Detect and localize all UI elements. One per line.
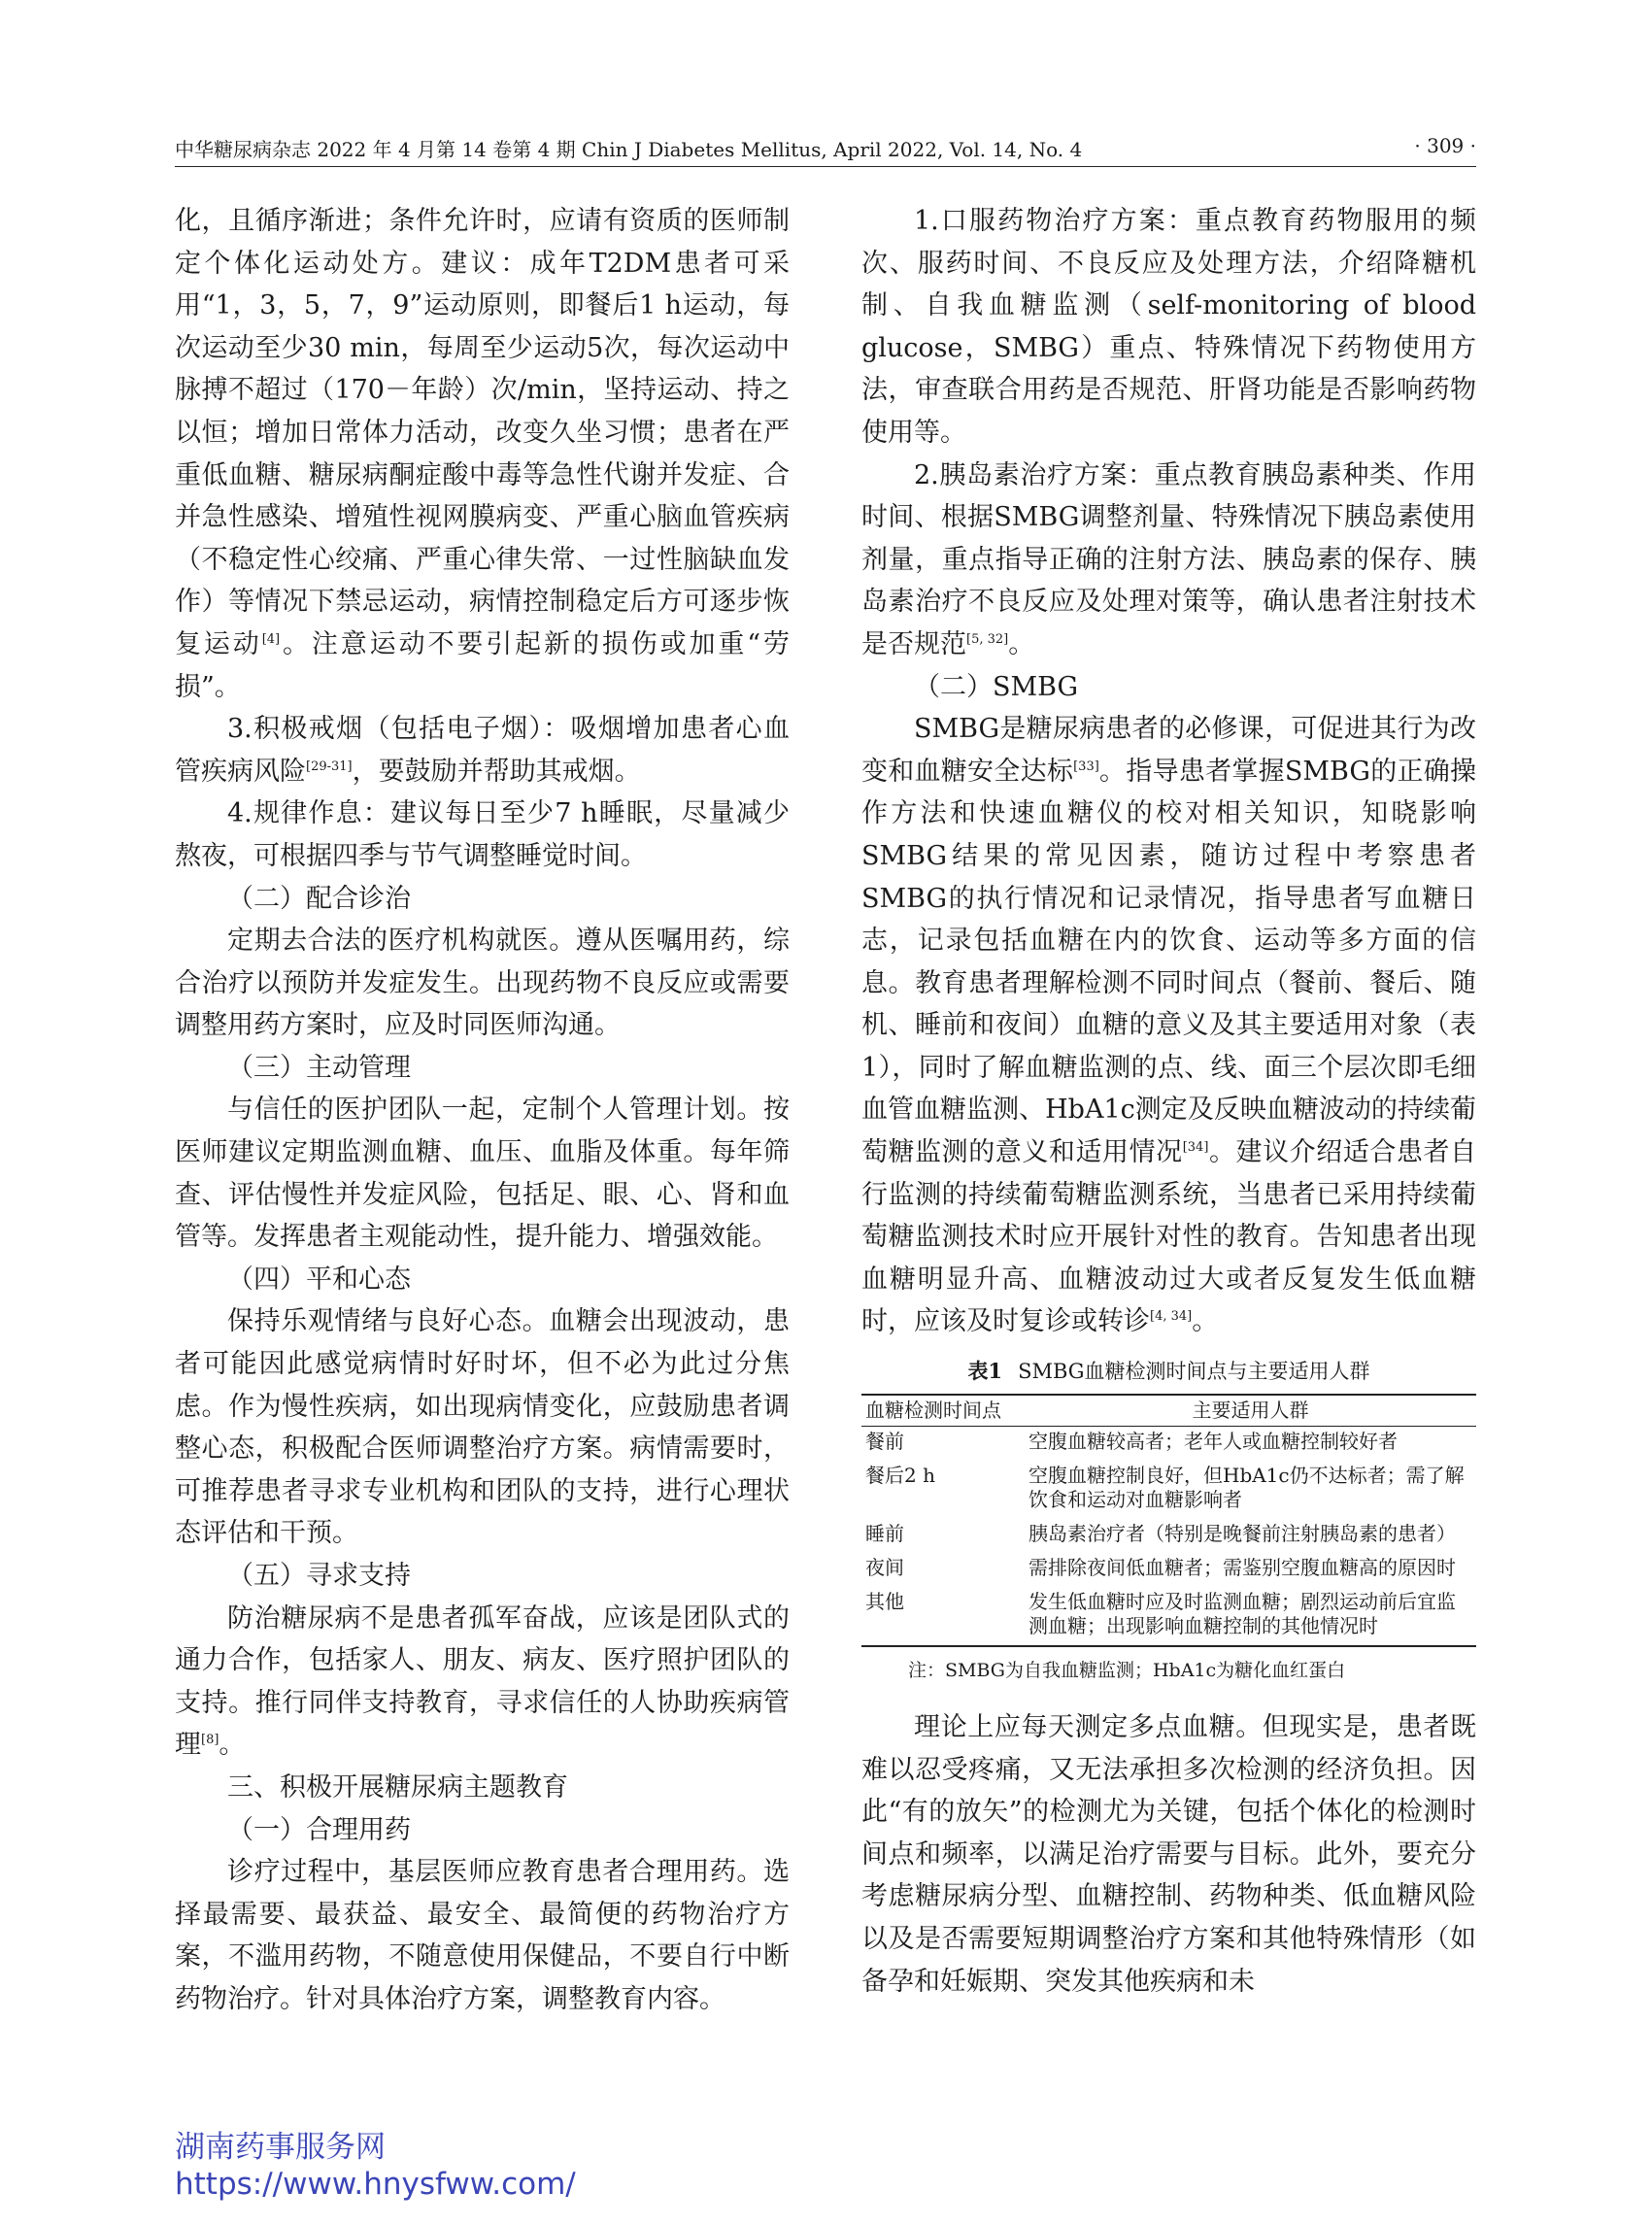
section-heading: （五）寻求支持 [227,1561,411,1591]
site-watermark[interactable] [175,2129,576,2203]
table-note: 注：SMBG为自我血糖监测；HbA1c为糖化血红蛋白 [908,1660,1346,1682]
table-header: 血糖检测时间点 [861,1395,1025,1427]
right-column [861,200,1476,2003]
paragraph: 诊疗过程中，基层医师应教育患者合理用药。选择最需要、最获益、最安全、最简便的药物治疗方案，不滥用药物，不随意使用保健品，不要自行中断药物治疗。针对具体治疗方案，调整教育内容。 [175,1857,790,2014]
table-row: 夜间 需排除夜间低血糖者；需鉴别空腹血糖高的原因时 [865,1556,1456,1580]
table-1 [861,1359,1476,1683]
table-row: 睡前 胰岛素治疗者（特别是晚餐前注射胰岛素的患者） [865,1522,1456,1546]
paragraph: 化，且循序渐进；条件允许时，应请有资质的医师制定个体化运动处方。建议：成年T2DM患者可采用“1，3，5，7，9”运动原则，即餐后1 h运动，每次运动至少30 min，每周至少运动5次，每次运动中脉搏不超过（170－年龄）次/min，坚持运动、持之以恒；增加日常体力活动，改变久坐习惯；患者在严重低血糖、糖尿病酮症酸中毒等急性代谢并发症、合并急性感染、增殖性视网膜病变、严重心脑血管疾病（不稳定性心绞痛、严重心律失常、一过性脑缺血发作）等情况下禁忌运动，病情控制稳定后方可逐步恢复运动[4]。注意运动不要引起新的损伤或加重“劳损”。 [175,206,790,702]
section-heading: （二）配合诊治 [227,883,411,914]
paragraph: 定期去合法的医疗机构就医。遵从医嘱用药，综合治疗以预防并发症发生。出现药物不良反应或需要调整用药方案时，应及时同医师沟通。 [175,926,790,1041]
paragraph: 保持乐观情绪与良好心态。血糖会出现波动，患者可能因此感觉病情时好时坏，但不必为此过分焦虑。作为慢性疾病，如出现病情变化，应鼓励患者调整心态，积极配合医师调整治疗方案。病情需要时，可推荐患者寻求专业机构和团队的支持，进行心理状态评估和干预。 [175,1306,790,1549]
paragraph: 2.胰岛素治疗方案：重点教育胰岛素种类、作用时间、根据SMBG调整剂量、特殊情况下胰岛素使用剂量，重点指导正确的注射方法、胰岛素的保存、胰岛素治疗不良反应及处理对策等，确认患者注射技术是否规范[5, 32]。 [861,459,1476,659]
paragraph: SMBG是糖尿病患者的必修课，可促进其行为改变和血糖安全达标[33]。指导患者掌握SMBG的正确操作方法和快速血糖仪的校对相关知识，知晓影响SMBG结果的常见因素，随访过程中考察患者SMBG的执行情况和记录情况，指导患者写血糖日志，记录包括血糖在内的饮食、运动等多方面的信息。教育患者理解检测不同时间点（餐前、餐后、随机、睡前和夜间）血糖的意义及其主要适用对象（表1），同时了解血糖监测的点、线、面三个层次即毛细血管血糖监测、HbA1c测定及反映血糖波动的持续葡萄糖监测的意义和适用情况[34]。建议介绍适合患者自行监测的持续葡萄糖监测系统，当患者已采用持续葡萄糖监测技术时应开展针对性的教育。告知患者出现血糖明显升高、血糖波动过大或者反复发生低血糖时，应该及时复诊或转诊[4, 34]。 [861,714,1477,1337]
journal-citation: 中华糖尿病杂志 2022 年 4 月第 14 卷第 4 期 Chin J Diabetes Mellitus, April 2022, Vol. 14, No. 4 [175,138,1083,161]
site-url-link[interactable]: https://www.hnysfww.com/ [175,2167,576,2202]
paragraph: 理论上应每天测定多点血糖。但现实是，患者既难以忍受疼痛，又无法承担多次检测的经济负担。因此“有的放矢”的检测尤为关键，包括个体化的检测时间点和频率，以满足治疗需要与目标。此外，要充分考虑糖尿病分型、血糖控制、药物种类、低血糖风险以及是否需要短期调整治疗方案和其他特殊情形（如备孕和妊娠期、突发其他疾病和未 [861,1712,1476,1997]
paragraph: 1.口服药物治疗方案：重点教育药物服用的频次、服药时间、不良反应及处理方法，介绍降糖机制、自我血糖监测（self-monitoring of blood glucose，SMBG）重点、特殊情况下药物使用方法，审查联合用药是否规范、肝肾功能是否影响药物使用等。 [861,206,1476,448]
paragraph: 4.规律作息：建议每日至少7 h睡眠，尽量减少熬夜，可根据四季与节气调整睡觉时间。 [175,798,790,871]
paragraph: 3.积极戒烟（包括电子烟）：吸烟增加患者心血管疾病风险[29-31]，要鼓励并帮助其戒烟。 [175,714,790,787]
section-heading: （一）合理用药 [227,1814,411,1845]
section-heading: （四）平和心态 [227,1264,411,1295]
table-caption: 表1 SMBG血糖检测时间点与主要适用人群 [967,1359,1370,1384]
table-row: 餐前 空腹血糖较高者；老年人或血糖控制较好者 [865,1430,1398,1454]
running-header [175,128,1476,167]
smbg-table [861,1394,1476,1647]
section-heading: （二）SMBG [914,671,1079,702]
section-heading: 三、积极开展糖尿病主题教育 [227,1771,568,1803]
table-row: 餐后2 h 空腹血糖控制良好，但HbA1c仍不达标者；需了解饮食和运动对血糖影响者 [865,1464,1465,1512]
paragraph: 防治糖尿病不是患者孤军奋战，应该是团队式的通力合作，包括家人、朋友、病友、医疗照护团队的支持。推行同伴支持教育，寻求信任的人协助疾病管理[8]。 [175,1602,790,1761]
site-name: 湖南药事服务网 [175,2130,386,2165]
paragraph: 与信任的医护团队一起，定制个人管理计划。按医师建议定期监测血糖、血压、血脂及体重。每年筛查、评估慢性并发症风险，包括足、眼、心、肾和血管等。发挥患者主观能动性，提升能力、增强效能。 [175,1095,790,1253]
header-rule [175,166,1476,167]
page-number: · 309 · [1414,134,1476,157]
left-column [175,200,790,2021]
table-header: 主要适用人群 [1025,1395,1476,1427]
table-row: 其他 发生低血糖时应及时监测血糖；剧烈运动前后宜监测血糖；出现影响血糖控制的其他情况时 [861,1587,1476,1646]
section-heading: （三）主动管理 [227,1052,411,1083]
